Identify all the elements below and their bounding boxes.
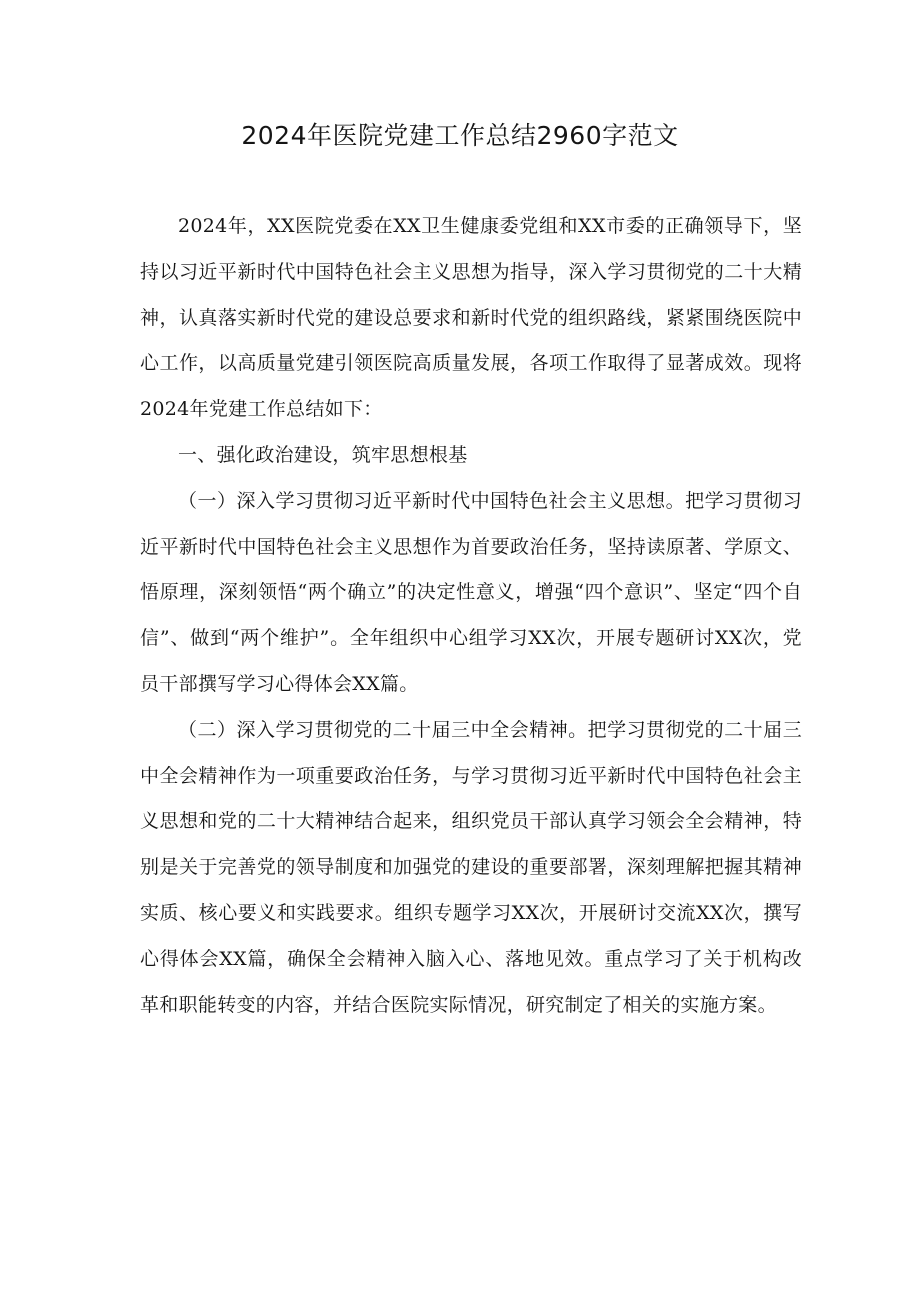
document-body	[140, 204, 802, 1028]
subsection-paragraph-1: （一）深入学习贯彻习近平新时代中国特色社会主义思想。把学习贯彻习近平新时代中国特色社会主义思想作为首要政治任务，坚持读原著、学原文、悟原理，深刻领悟“两个确立”的决定性意义，增强“四个意识”、坚定“四个自信”、做到“两个维护”。全年组织中心组学习XX次，开展专题研讨XX次，党员干部撰写学习心得体会XX篇。	[140, 489, 802, 695]
intro-paragraph: 2024年，XX医院党委在XX卫生健康委党组和XX市委的正确领导下，坚持以习近平新时代中国特色社会主义思想为指导，深入学习贯彻党的二十大精神，认真落实新时代党的建设总要求和新时代党的组织路线，紧紧围绕医院中心工作，以高质量党建引领医院高质量发展，各项工作取得了显著成效。现将2024年党建工作总结如下：	[140, 215, 802, 421]
subsection-paragraph-2: （二）深入学习贯彻党的二十届三中全会精神。把学习贯彻党的二十届三中全会精神作为一项重要政治任务，与学习贯彻习近平新时代中国特色社会主义思想和党的二十大精神结合起来，组织党员干部认真学习领会全会精神，特别是关于完善党的领导制度和加强党的建设的重要部署，深刻理解把握其精神实质、核心要义和实践要求。组织专题学习XX次，开展研讨交流XX次，撰写心得体会XX篇，确保全会精神入脑入心、落地见效。重点学习了关于机构改革和职能转变的内容，并结合医院实际情况，研究制定了相关的实施方案。	[140, 718, 802, 1016]
document-title: 2024年医院党建工作总结2960字范文	[241, 121, 679, 150]
section-heading-1: 一、强化政治建设，筑牢思想根基	[178, 443, 468, 466]
